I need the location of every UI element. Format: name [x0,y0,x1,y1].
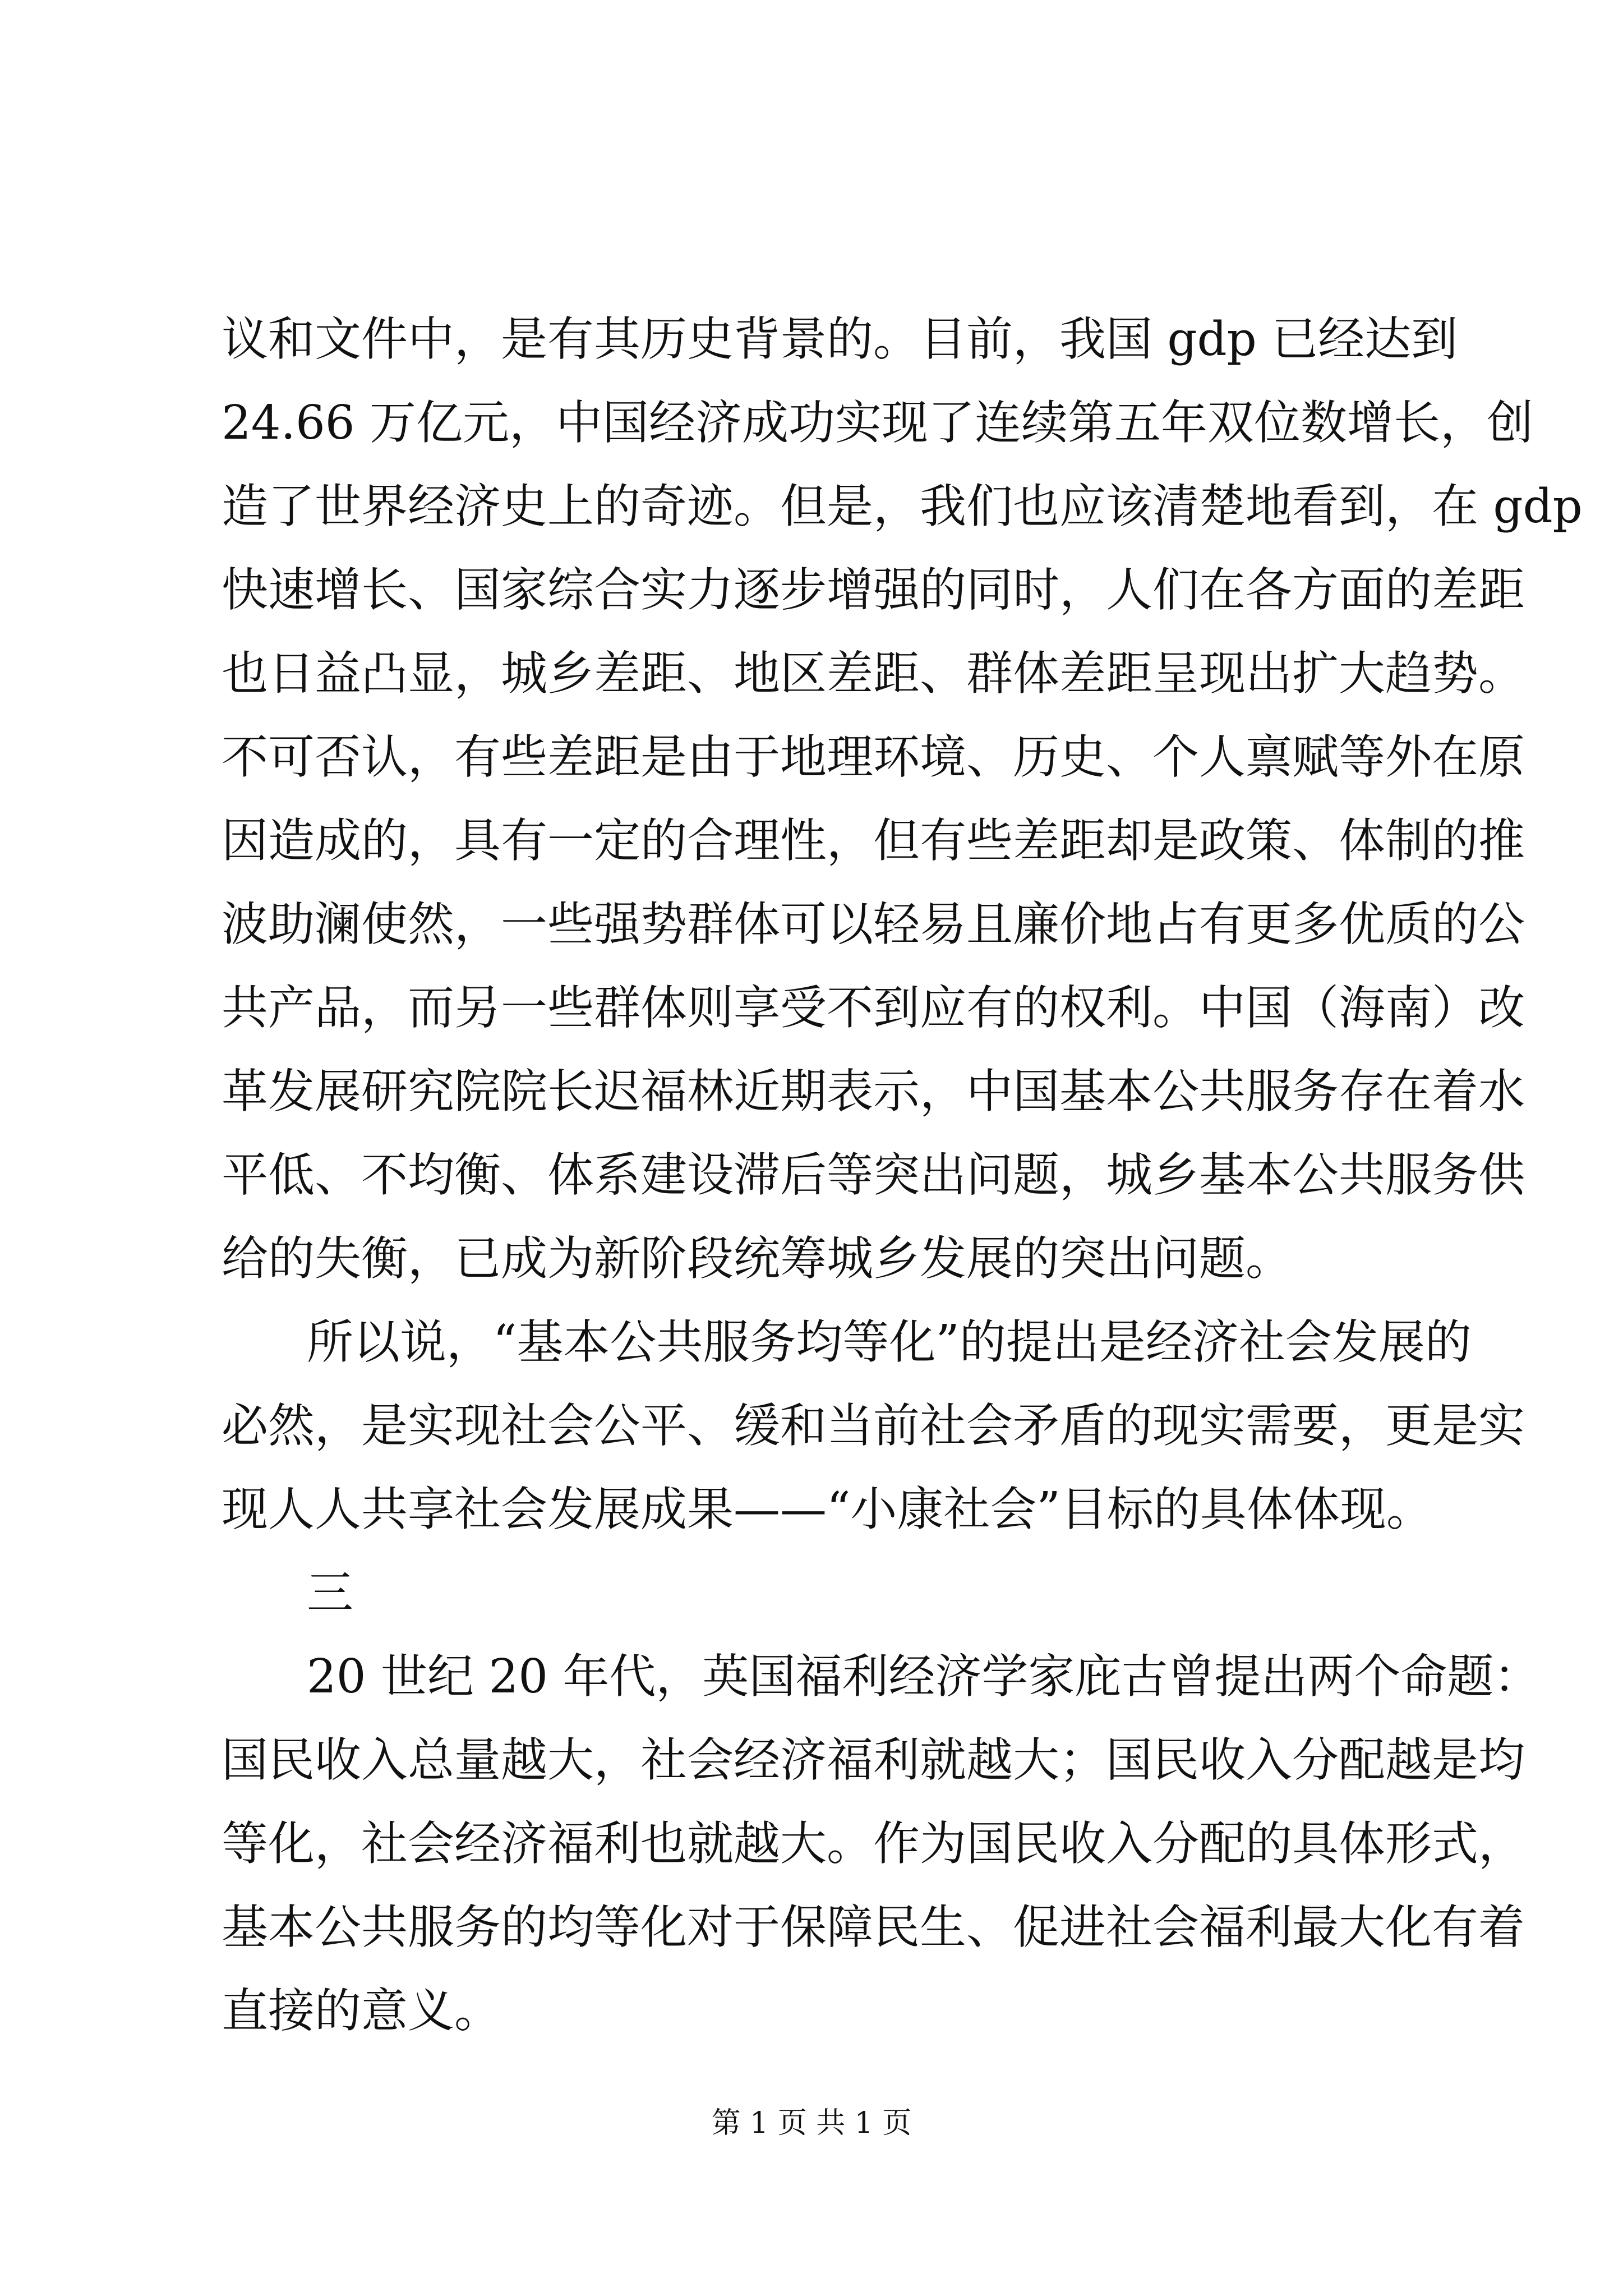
text-line: 快速增长、国家综合实力逐步增强的同时，人们在各方面的差距 [222,563,1525,617]
text-line: 革发展研究院院长迟福林近期表示，中国基本公共服务存在着水 [222,1064,1525,1119]
text-line: 国民收入总量越大，社会经济福利就越大；国民收入分配越是均 [222,1733,1525,1787]
text-line: 造了世界经济史上的奇迹。但是，我们也应该清楚地看到，在 gdp [222,479,1583,533]
page-number: 第 1 页 共 1 页 [711,2106,912,2140]
text-line: 也日益凸显，城乡差距、地区差距、群体差距呈现出扩大趋势。 [222,646,1525,701]
section-heading: 三 [307,1566,353,1620]
text-line: 直接的意义。 [222,1984,501,2038]
text-line: 共产品，而另一些群体则享受不到应有的权利。中国（海南）改 [222,981,1525,1035]
text-line: 平低、不均衡、体系建设滞后等突出问题，城乡基本公共服务供 [222,1148,1525,1202]
text-line: 议和文件中，是有其历史背景的。目前，我国 gdp 已经达到 [222,312,1458,366]
document-body [222,297,1583,2053]
text-line: 基本公共服务的均等化对于保障民生、促进社会福利最大化有着 [222,1900,1525,1954]
text-line: 所以说，“基本公共服务均等化”的提出是经济社会发展的 [307,1315,1472,1369]
text-line: 24.66 万亿元，中国经济成功实现了连续第五年双位数增长，创 [222,395,1533,450]
text-line: 因造成的，具有一定的合理性，但有些差距却是政策、体制的推 [222,813,1525,868]
text-line: 现人人共享社会发展成果——“小康社会”目标的具体体现。 [222,1482,1433,1536]
text-line: 20 世纪 20 年代，英国福利经济学家庇古曾提出两个命题： [307,1649,1541,1704]
text-line: 等化，社会经济福利也就越大。作为国民收入分配的具体形式， [222,1816,1525,1871]
text-line: 必然，是实现社会公平、缓和当前社会矛盾的现实需要，更是实 [222,1398,1525,1453]
text-line: 给的失衡，已成为新阶段统筹城乡发展的突出问题。 [222,1231,1292,1286]
text-line: 波助澜使然，一些强势群体可以轻易且廉价地占有更多优质的公 [222,897,1525,951]
page-footer [0,2106,1623,2140]
text-line: 不可否认，有些差距是由于地理环境、历史、个人禀赋等外在原 [222,730,1525,784]
